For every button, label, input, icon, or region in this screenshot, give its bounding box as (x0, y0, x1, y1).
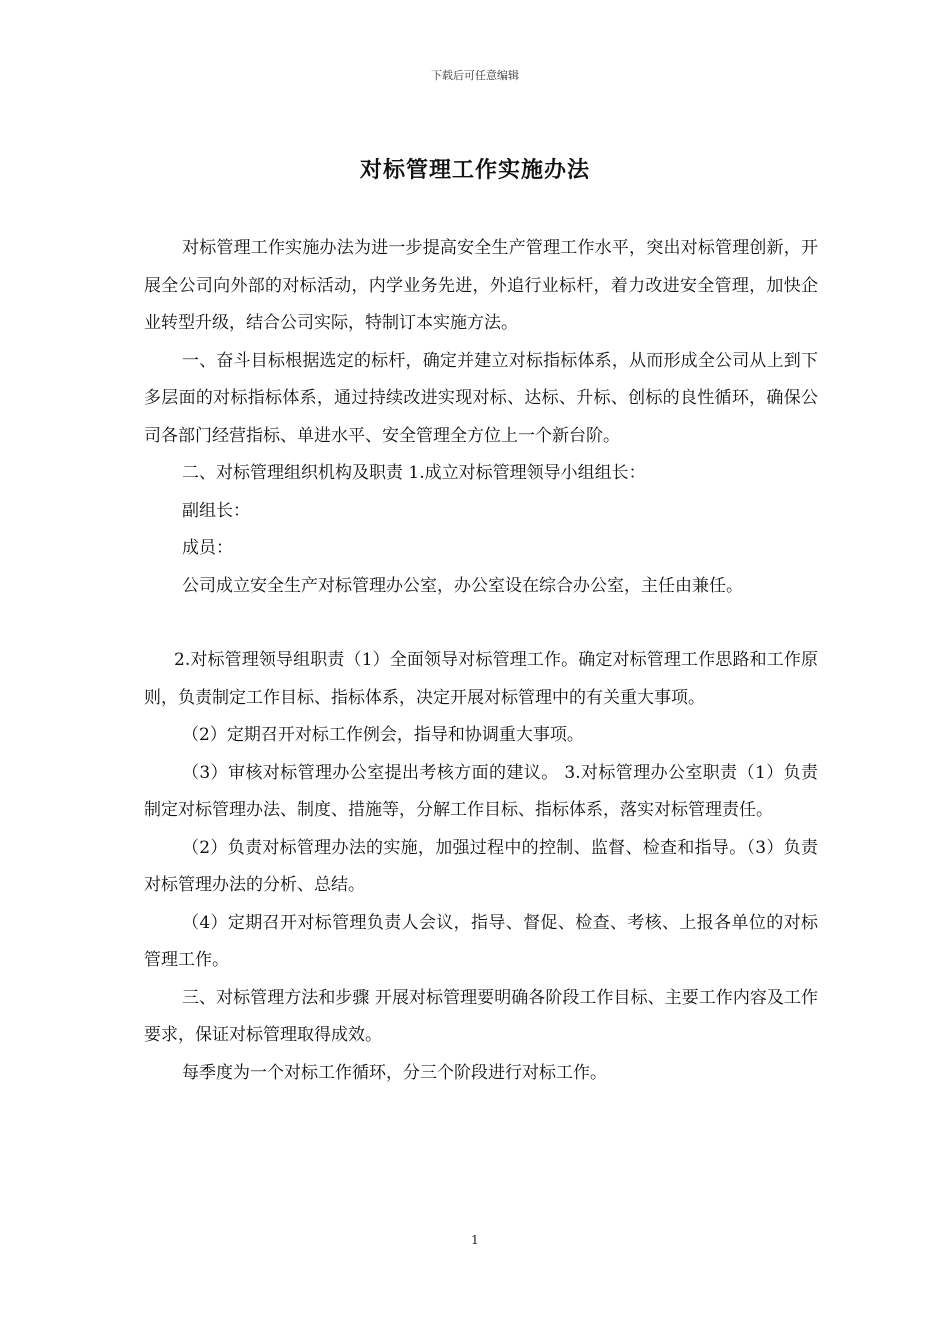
paragraph-duty-2: （2）定期召开对标工作例会，指导和协调重大事项。 (182, 725, 584, 745)
page-number: 1 (471, 1233, 479, 1247)
paragraph-intro: 对标管理工作实施办法为进一步提高安全生产管理工作水平，突出对标管理创新，开展全公司向外部的对标活动，内学业务先进，外追行业标杆，着力改进安全管理，加快企业转型升级，结合公司实际，特制订本实施方法。 (144, 238, 818, 333)
paragraph-office: 公司成立安全生产对标管理办公室，办公室设在综合办公室，主任由兼任。 (182, 575, 743, 596)
paragraph-organization: 二、对标管理组织机构及职责 1.成立对标管理领导小组组长： (182, 463, 646, 483)
paragraph-members: 成员： (182, 538, 233, 558)
paragraph-office-duty-4: （4）定期召开对标管理负责人会议，指导、督促、检查、考核、上报各单位的对标管理工作。 (144, 912, 818, 970)
paragraph-leadership-duties: 2.对标管理领导组职责（1）全面领导对标管理工作。确定对标管理工作思路和工作原则，负责制定工作目标、指标体系，决定开展对标管理中的有关重大事项。 (144, 650, 818, 708)
document-title: 对标管理工作实施办法 (359, 157, 590, 183)
paragraph-deputy-leader: 副组长： (182, 500, 250, 521)
header-note: 下载后可任意编辑 (431, 69, 519, 82)
paragraph-duty-3: （3）审核对标管理办公室提出考核方面的建议。 3.对标管理办公室职责（1）负责制定对标管理办法、制度、措施等，分解工作目标、指标体系，落实对标管理责任。 (144, 762, 818, 820)
paragraph-methods: 三、对标管理方法和步骤 开展对标管理要明确各阶段工作目标、主要工作内容及工作要求，保证对标管理取得成效。 (144, 987, 818, 1045)
document-body (144, 230, 818, 1092)
paragraph-goals: 一、奋斗目标根据选定的标杆，确定并建立对标指标体系，从而形成全公司从上到下多层面的对标指标体系，通过持续改进实现对标、达标、升标、创标的良性循环，确保公司各部门经营指标、单进水平、安全管理全方位上一个新台阶。 (144, 350, 818, 446)
paragraph-office-duty-2: （2）负责对标管理办法的实施，加强过程中的控制、监督、检查和指导。（3）负责对标管理办法的分析、总结。 (144, 837, 818, 895)
paragraph-quarterly-cycle: 每季度为一个对标工作循环，分三个阶段进行对标工作。 (182, 1062, 607, 1083)
